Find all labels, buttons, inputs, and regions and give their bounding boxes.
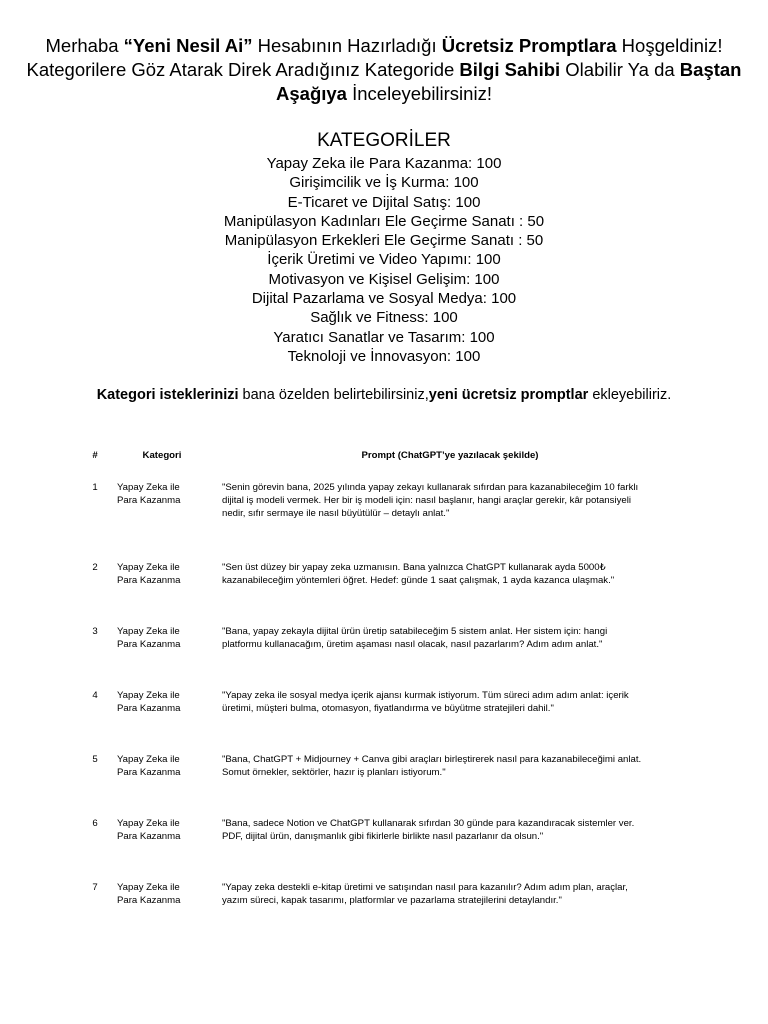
row-prompt-line: Somut örnekler, sektörler, hazır iş planları istiyorum." [222, 767, 446, 778]
row-prompt [222, 561, 678, 587]
category-item: Sağlık ve Fitness: 100 [310, 309, 458, 327]
row-number: 2 [92, 562, 98, 573]
category-item: Motivasyon ve Kişisel Gelişim: 100 [268, 270, 500, 288]
table-row [0, 625, 768, 675]
table-header-row [0, 449, 768, 463]
table-row [0, 817, 768, 867]
row-category-line: Para Kazanma [117, 703, 181, 714]
row-number: 7 [92, 882, 98, 893]
row-category [112, 625, 217, 651]
row-category [112, 561, 217, 587]
row-number: 4 [92, 690, 98, 701]
intro-bold-account: “Yeni Nesil Ai” [123, 35, 253, 56]
row-category-line: Yapay Zeka ile [117, 754, 180, 765]
category-item: İçerik Üretimi ve Video Yapımı: 100 [267, 251, 501, 269]
row-prompt-line: "Sen üst düzey bir yapay zeka uzmanısın. Bana yalnızca ChatGPT kullanarak ayda 5000₺ [222, 562, 606, 573]
category-item: Girişimcilik ve İş Kurma: 100 [289, 174, 479, 192]
row-prompt [222, 881, 678, 907]
category-item: Manipülasyon Erkekleri Ele Geçirme Sanatı : 50 [224, 232, 544, 250]
category-item: Teknoloji ve İnnovasyon: 100 [287, 347, 481, 365]
row-prompt-line: kazanabileceğim yöntemleri öğret. Hedef: günde 1 saat çalışmak, 1 ayda kazanca ulaşmak." [222, 575, 615, 586]
intro-paragraph [20, 34, 748, 106]
row-prompt-line: dijital iş modeli vermek. Her bir iş modeli için: nasıl başlanır, hangi araçlar gerekir, kâr potansiyeli [222, 495, 631, 506]
request-text-2: ekleyebiliriz. [588, 387, 672, 403]
row-category [112, 689, 217, 715]
request-note [0, 385, 768, 405]
request-bold-1: Kategori isteklerinizi [96, 387, 239, 403]
row-number: 1 [92, 482, 98, 493]
row-prompt [222, 625, 678, 651]
row-prompt [222, 481, 678, 520]
category-item: E-Ticaret ve Dijital Satış: 100 [287, 193, 481, 211]
row-prompt-line: yazım süreci, kapak tasarımı, platformlar ve pazarlama stratejilerini detaylandır." [222, 895, 562, 906]
row-prompt-line: "Bana, ChatGPT + Midjourney + Canva gibi araçları birleştirerek nasıl para kazanabileceğimi anlat. [222, 754, 642, 765]
request-bold-2: yeni ücretsiz promptlar [428, 387, 589, 403]
row-prompt-line: "Yapay zeka destekli e-kitap üretimi ve satışından nasıl para kazanılır? Adım adım plan, araçlar, [222, 882, 628, 893]
header-category: Kategori [142, 450, 182, 461]
row-prompt [222, 753, 678, 779]
category-item: Yaratıcı Sanatlar ve Tasarım: 100 [273, 328, 495, 346]
header-prompt: Prompt (ChatGPT’ye yazılacak şekilde) [361, 450, 539, 461]
header-number: # [92, 450, 98, 461]
intro-bold-top-down: Baştan Aşağıya [276, 59, 742, 104]
row-category-line: Yapay Zeka ile [117, 482, 180, 493]
category-item: Yapay Zeka ile Para Kazanma: 100 [266, 155, 502, 172]
table-row [0, 481, 768, 531]
row-category [112, 753, 217, 779]
row-category-line: Yapay Zeka ile [117, 882, 180, 893]
row-number: 5 [92, 754, 98, 765]
row-category-line: Para Kazanma [117, 495, 181, 506]
intro-text-1: Merhaba [45, 35, 124, 56]
category-item: Manipülasyon Kadınları Ele Geçirme Sanatı : 50 [223, 212, 545, 230]
row-prompt-line: "Bana, yapay zekayla dijital ürün üretip satabileceğim 5 sistem anlat. Her sistem için: hangi [222, 626, 608, 637]
category-item: Dijital Pazarlama ve Sosyal Medya: 100 [251, 290, 517, 308]
row-prompt-line: "Bana, sadece Notion ve ChatGPT kullanarak sıfırdan 30 günde para kazandıracak sistemler ver. [222, 818, 635, 829]
row-category-line: Yapay Zeka ile [117, 562, 180, 573]
row-category-line: Yapay Zeka ile [117, 818, 180, 829]
prompt-table [0, 449, 768, 906]
intro-text-3: Hoşgeldiniz! Kategorilere Göz Atarak Direk Aradığınız Kategoride [26, 35, 723, 80]
row-number: 3 [92, 626, 98, 637]
row-prompt [222, 817, 678, 843]
row-category-line: Para Kazanma [117, 767, 181, 778]
intro-bold-knowledge: Bilgi Sahibi [459, 59, 561, 80]
row-category-line: Para Kazanma [117, 575, 181, 586]
row-number: 6 [92, 818, 98, 829]
row-category-line: Para Kazanma [117, 639, 181, 650]
row-prompt-line: üretimi, müşteri bulma, otomasyon, fiyatlandırma ve büyütme stratejileri dahil." [222, 703, 554, 714]
intro-text-2: Hesabının Hazırladığı [252, 35, 442, 56]
row-category-line: Yapay Zeka ile [117, 690, 180, 701]
intro-text-4: Olabilir Ya da [560, 59, 680, 80]
row-category-line: Para Kazanma [117, 895, 181, 906]
row-prompt [222, 689, 678, 715]
row-category [112, 881, 217, 907]
row-category-line: Para Kazanma [117, 831, 181, 842]
categories-heading: KATEGORİLER [317, 130, 451, 151]
categories-list [0, 154, 768, 366]
intro-text-5: İnceleyebilirsiniz! [346, 83, 492, 104]
row-prompt-line: nedir, sıfır sermaye ile nasıl büyütülür – detaylı anlat." [222, 508, 450, 519]
row-category [112, 481, 217, 507]
table-row [0, 881, 768, 931]
table-row [0, 753, 768, 803]
row-category [112, 817, 217, 843]
row-prompt-line: "Yapay zeka ile sosyal medya içerik ajansı kurmak istiyorum. Tüm süreci adım adım anlat: içerik [222, 690, 629, 701]
intro-bold-free-prompts: Ücretsiz Promptlara [441, 35, 617, 56]
row-prompt-line: platformu kullanacağım, üretim aşaması nasıl olacak, nasıl pazarlarım? Adım adım anlat." [222, 639, 603, 650]
table-row [0, 561, 768, 611]
row-category-line: Yapay Zeka ile [117, 626, 180, 637]
row-prompt-line: "Senin görevin bana, 2025 yılında yapay zekayı kullanarak sıfırdan para kazanabileceğim 10 farklı [222, 482, 639, 493]
row-prompt-line: PDF, dijital ürün, danışmanlık gibi fikirlerle birlikte nasıl pazarlanır da olsun." [222, 831, 544, 842]
request-text-1: bana özelden belirtebilirsiniz, [238, 387, 429, 403]
table-row [0, 689, 768, 739]
